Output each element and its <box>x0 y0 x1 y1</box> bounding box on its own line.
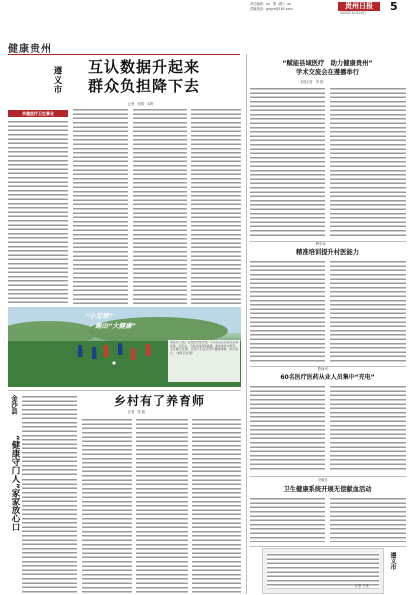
lead-headline-1: 互认数据升起来 <box>88 58 201 76</box>
column-divider <box>246 54 247 594</box>
left-lower-body <box>22 478 77 593</box>
masthead-date: 2025年10月24日 <box>340 11 366 15</box>
page-number: 5 <box>390 0 399 13</box>
footer-place: 遵义市 <box>389 552 396 570</box>
lead-place: 遵义市 <box>52 66 62 95</box>
right-low-place: 黔南州 <box>318 367 328 371</box>
bottom-center-byline: 记者 张 晓 <box>128 410 145 414</box>
photo-caption-box <box>168 340 240 382</box>
footer-caption: 记者 王某 <box>355 584 369 588</box>
lead-col-2 <box>73 108 128 306</box>
lead-col-3 <box>133 108 187 306</box>
masthead-logo: 贵州日报 <box>338 2 380 11</box>
right-low-col-1 <box>250 385 325 470</box>
right-bottom-col-1 <box>250 497 325 542</box>
left-lower-headline: “健康守门人”家家放心口 <box>10 435 20 532</box>
photo-title-1: “小足球” <box>85 312 113 320</box>
bottom-center-headline: 乡村有了养育师 <box>114 394 206 408</box>
right-mid-col-1 <box>250 260 325 362</box>
right-low-headline: 60名医疗医药从业人员集中“充电” <box>280 374 375 381</box>
right-rule-3 <box>250 476 406 477</box>
lead-byline: 记者 何燕 本报 <box>128 102 154 106</box>
right-mid-headline: 精准培训提升村医能力 <box>296 249 359 256</box>
lead-col-1 <box>8 120 68 305</box>
photo-caption: 本报讯 日前，在贵阳市某学校，小学生们正在进行足球训练。近年来，当地以体育促健康，推动体育与教育、卫生融合发展，让孩子们在运动中强健体魄、快乐成长。（本报记者 摄） <box>170 341 238 356</box>
right-top-headline-2: 学术交流会在遵播举行 <box>296 69 359 76</box>
masthead-info-1: 责任编辑：xx 图（摄）：xx <box>250 2 292 6</box>
right-mid-place: 黔东南 <box>316 242 326 246</box>
right-top-col-2 <box>330 87 406 237</box>
right-top-col-1 <box>250 87 325 237</box>
lead-subtag: 共建医疗卫生事业 <box>8 110 68 117</box>
lead-col-4 <box>191 108 241 306</box>
masthead-info-2: 党媒热线：gzsjrb@163.com <box>250 7 293 11</box>
lead-headline-2: 群众负担降下去 <box>88 77 201 95</box>
right-rule-4 <box>250 546 406 547</box>
right-low-col-2 <box>330 385 406 470</box>
left-lower-place: 金沙县 <box>10 395 18 415</box>
left-lower-intro <box>22 395 77 475</box>
right-rule-1 <box>250 241 406 242</box>
right-top-byline: 本报记者 李 群 <box>300 80 324 84</box>
right-bottom-col-2 <box>330 497 406 542</box>
bottom-center-col-3 <box>192 418 241 593</box>
right-mid-col-2 <box>330 260 406 362</box>
section-rule <box>8 54 240 55</box>
bottom-center-col-2 <box>136 418 188 593</box>
right-rule-2 <box>250 366 406 367</box>
photo-title-2: 踢出“大健康” <box>95 322 136 330</box>
left-lower-rule <box>8 390 241 391</box>
section-title: 健康贵州 <box>8 44 52 55</box>
bottom-center-col-1 <box>82 418 132 593</box>
right-top-headline-1: “赋能县域医疗 助力健康贵州” <box>282 60 373 67</box>
right-bottom-place: 安顺市 <box>318 478 328 482</box>
right-bottom-headline: 卫生健康系统开展无偿献血活动 <box>283 486 372 493</box>
